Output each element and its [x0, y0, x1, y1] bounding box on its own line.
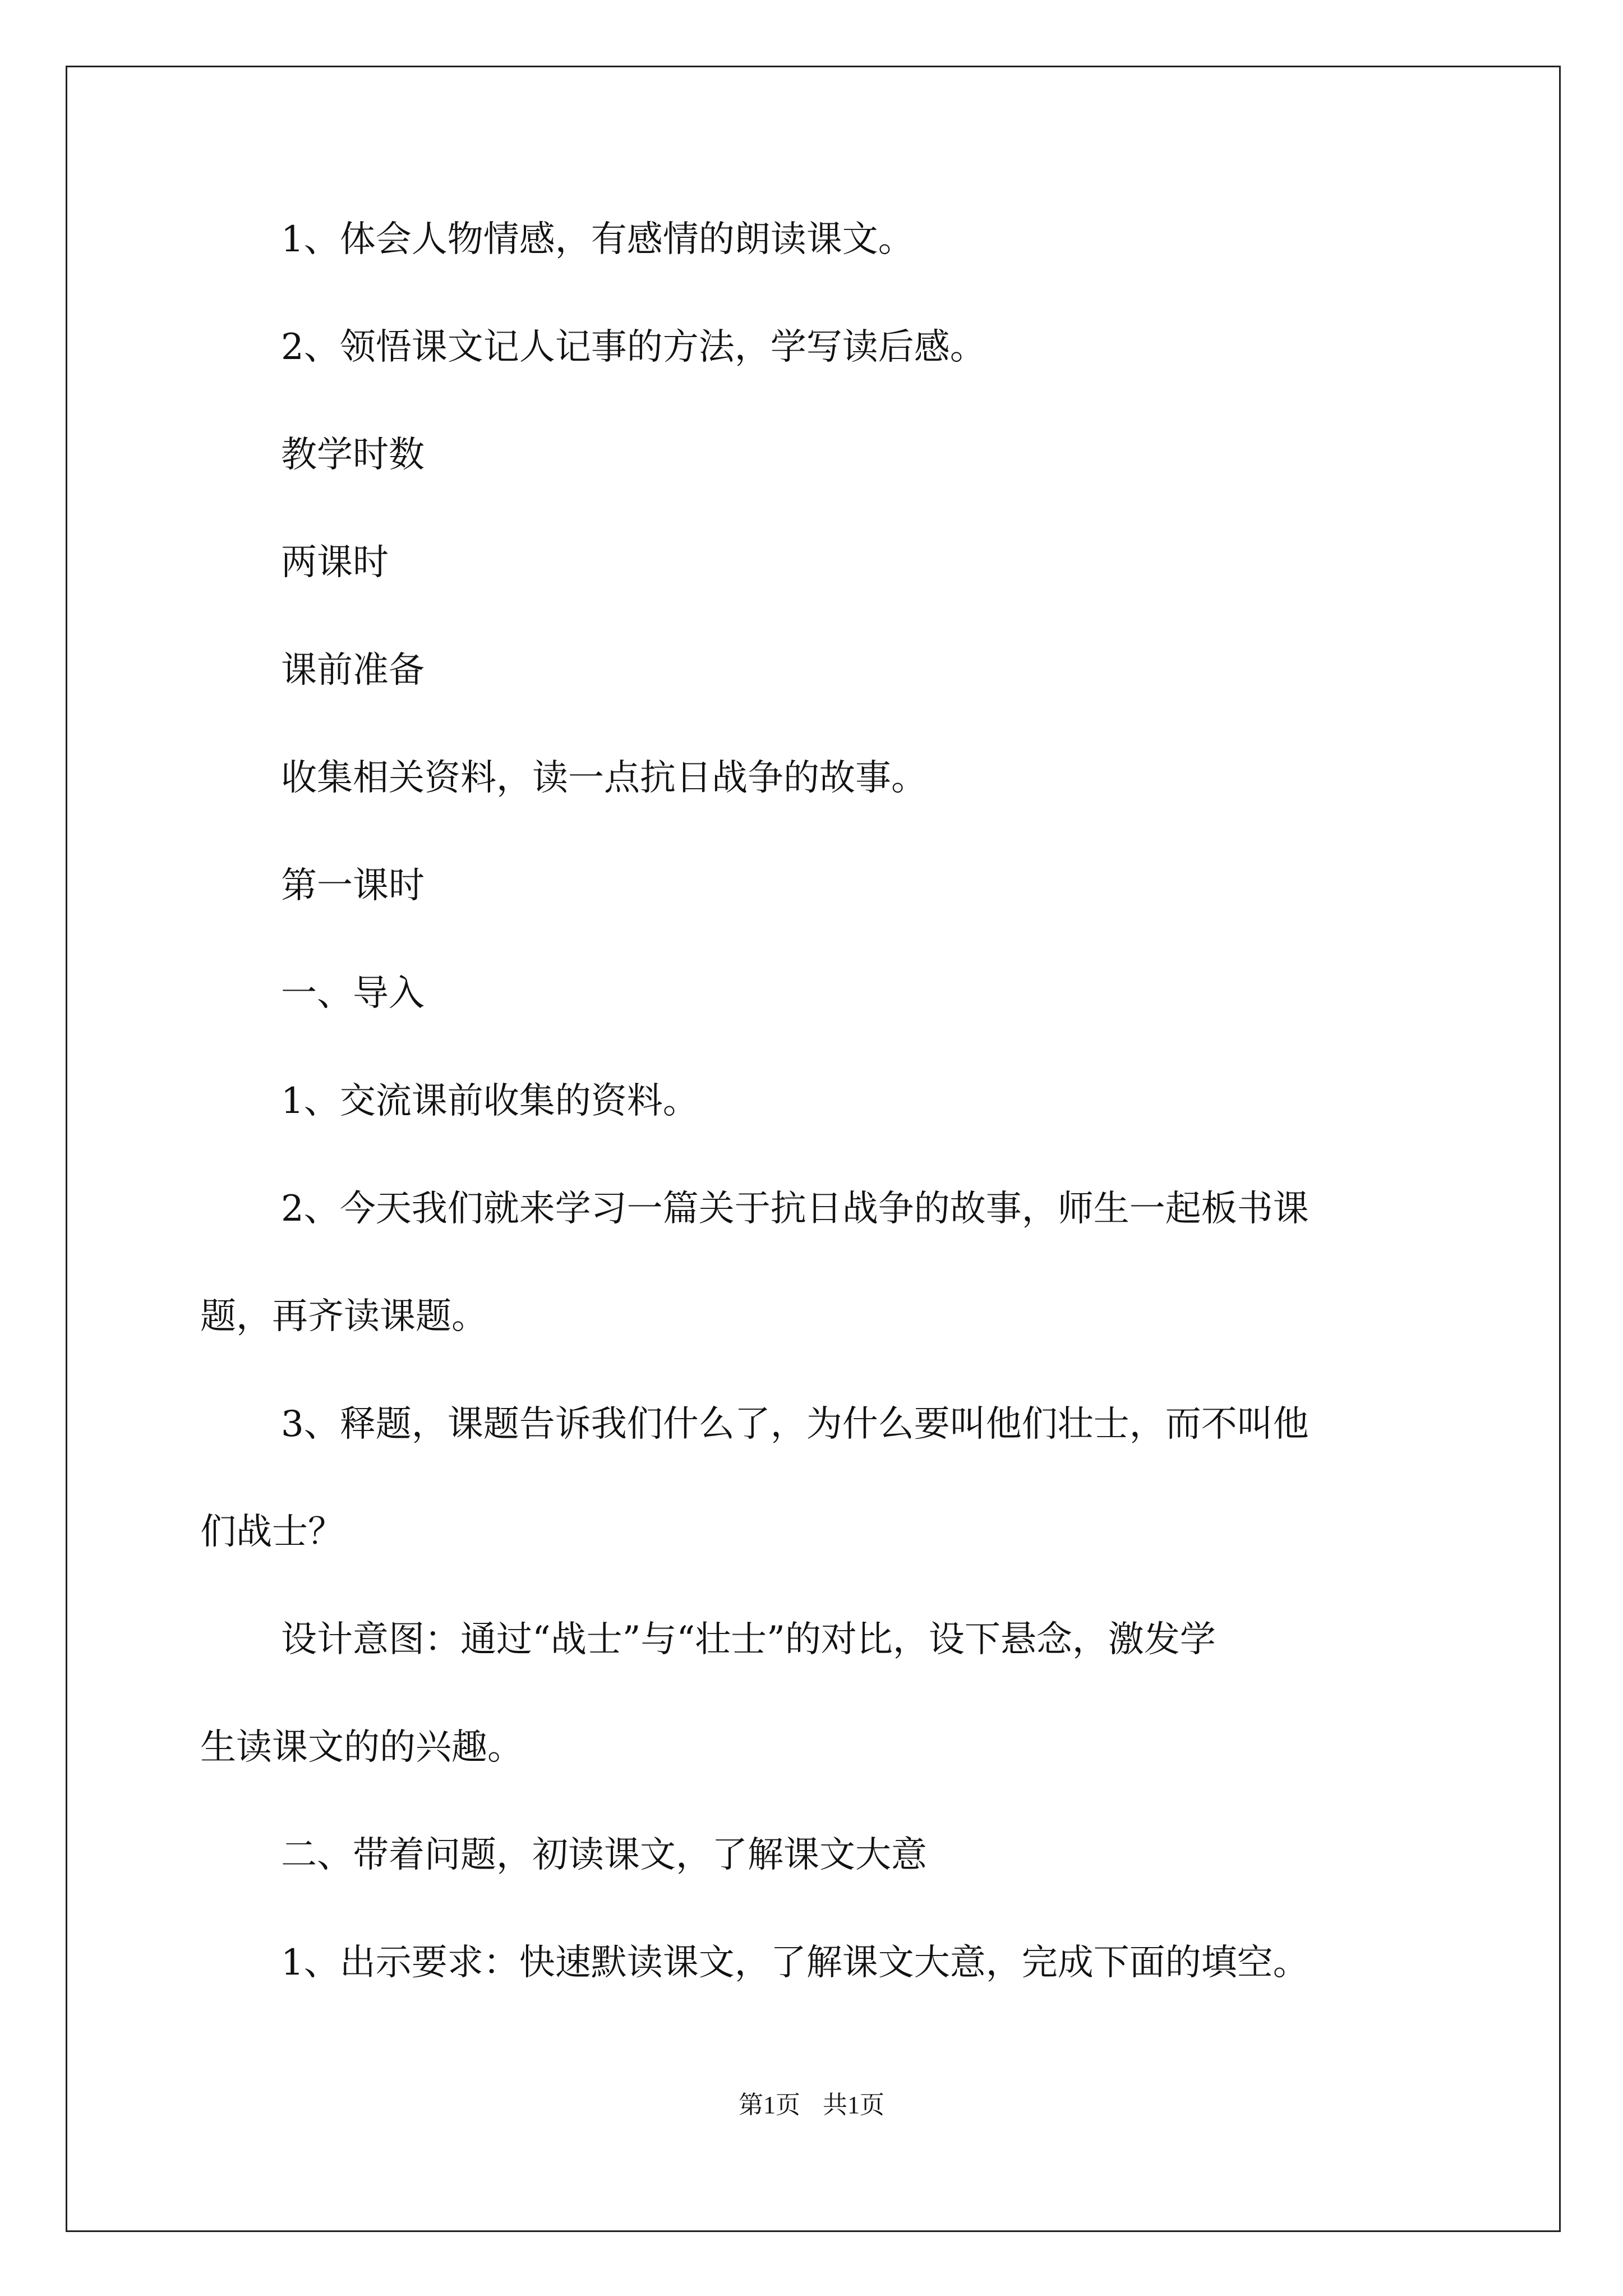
paragraph-line	[281, 1080, 699, 1122]
paragraph-line	[281, 326, 986, 368]
page-total: 共1页	[823, 2091, 884, 2119]
section-heading-line	[281, 650, 425, 691]
paragraph-line	[281, 1942, 1309, 1984]
paragraph-continuation-line	[200, 1511, 344, 1553]
paragraph-text: 收集相关资料，读一点抗日战争的故事。	[281, 757, 927, 799]
paragraph-line	[281, 1404, 1309, 1445]
paragraph-line	[281, 1619, 1216, 1660]
paragraph-line	[281, 757, 927, 799]
section-heading: 二、带着问题，初读课文，了解课文大意	[281, 1834, 927, 1876]
section-heading: 课前准备	[281, 650, 425, 691]
section-heading: 教学时数	[281, 434, 425, 476]
section-heading-line	[281, 1834, 927, 1876]
paragraph-text: 1、出示要求：快速默读课文，了解课文大意，完成下面的填空。	[281, 1942, 1309, 1984]
page-footer	[0, 2091, 1623, 2119]
section-heading: 一、导入	[281, 973, 425, 1014]
page-border	[66, 66, 1561, 2232]
paragraph-line	[281, 1188, 1309, 1230]
paragraph-continuation-line	[200, 1296, 487, 1337]
section-heading: 第一课时	[281, 865, 425, 907]
paragraph-continuation-line	[200, 1727, 523, 1768]
paragraph-text: 1、体会人物情感，有感情的朗读课文。	[281, 219, 914, 260]
paragraph-text: 3、释题，课题告诉我们什么了，为什么要叫他们壮士，而不叫他	[281, 1404, 1309, 1445]
paragraph-text: 题，再齐读课题。	[200, 1296, 487, 1337]
paragraph-line	[281, 542, 389, 583]
section-heading-line	[281, 973, 425, 1014]
section-heading-line	[281, 865, 425, 907]
section-heading-line	[281, 434, 425, 476]
paragraph-text: 生读课文的的兴趣。	[200, 1727, 523, 1768]
paragraph-text: 们战士？	[200, 1511, 344, 1553]
paragraph-text: 设计意图：通过“战士”与“壮士”的对比，设下悬念，激发学	[281, 1619, 1216, 1660]
paragraph-line	[281, 219, 914, 260]
page-number: 第1页	[739, 2091, 800, 2119]
paragraph-text: 1、交流课前收集的资料。	[281, 1080, 699, 1122]
paragraph-text: 2、领悟课文记人记事的方法，学写读后感。	[281, 326, 986, 368]
paragraph-text: 2、今天我们就来学习一篇关于抗日战争的故事，师生一起板书课	[281, 1188, 1309, 1230]
paragraph-text: 两课时	[281, 542, 389, 583]
